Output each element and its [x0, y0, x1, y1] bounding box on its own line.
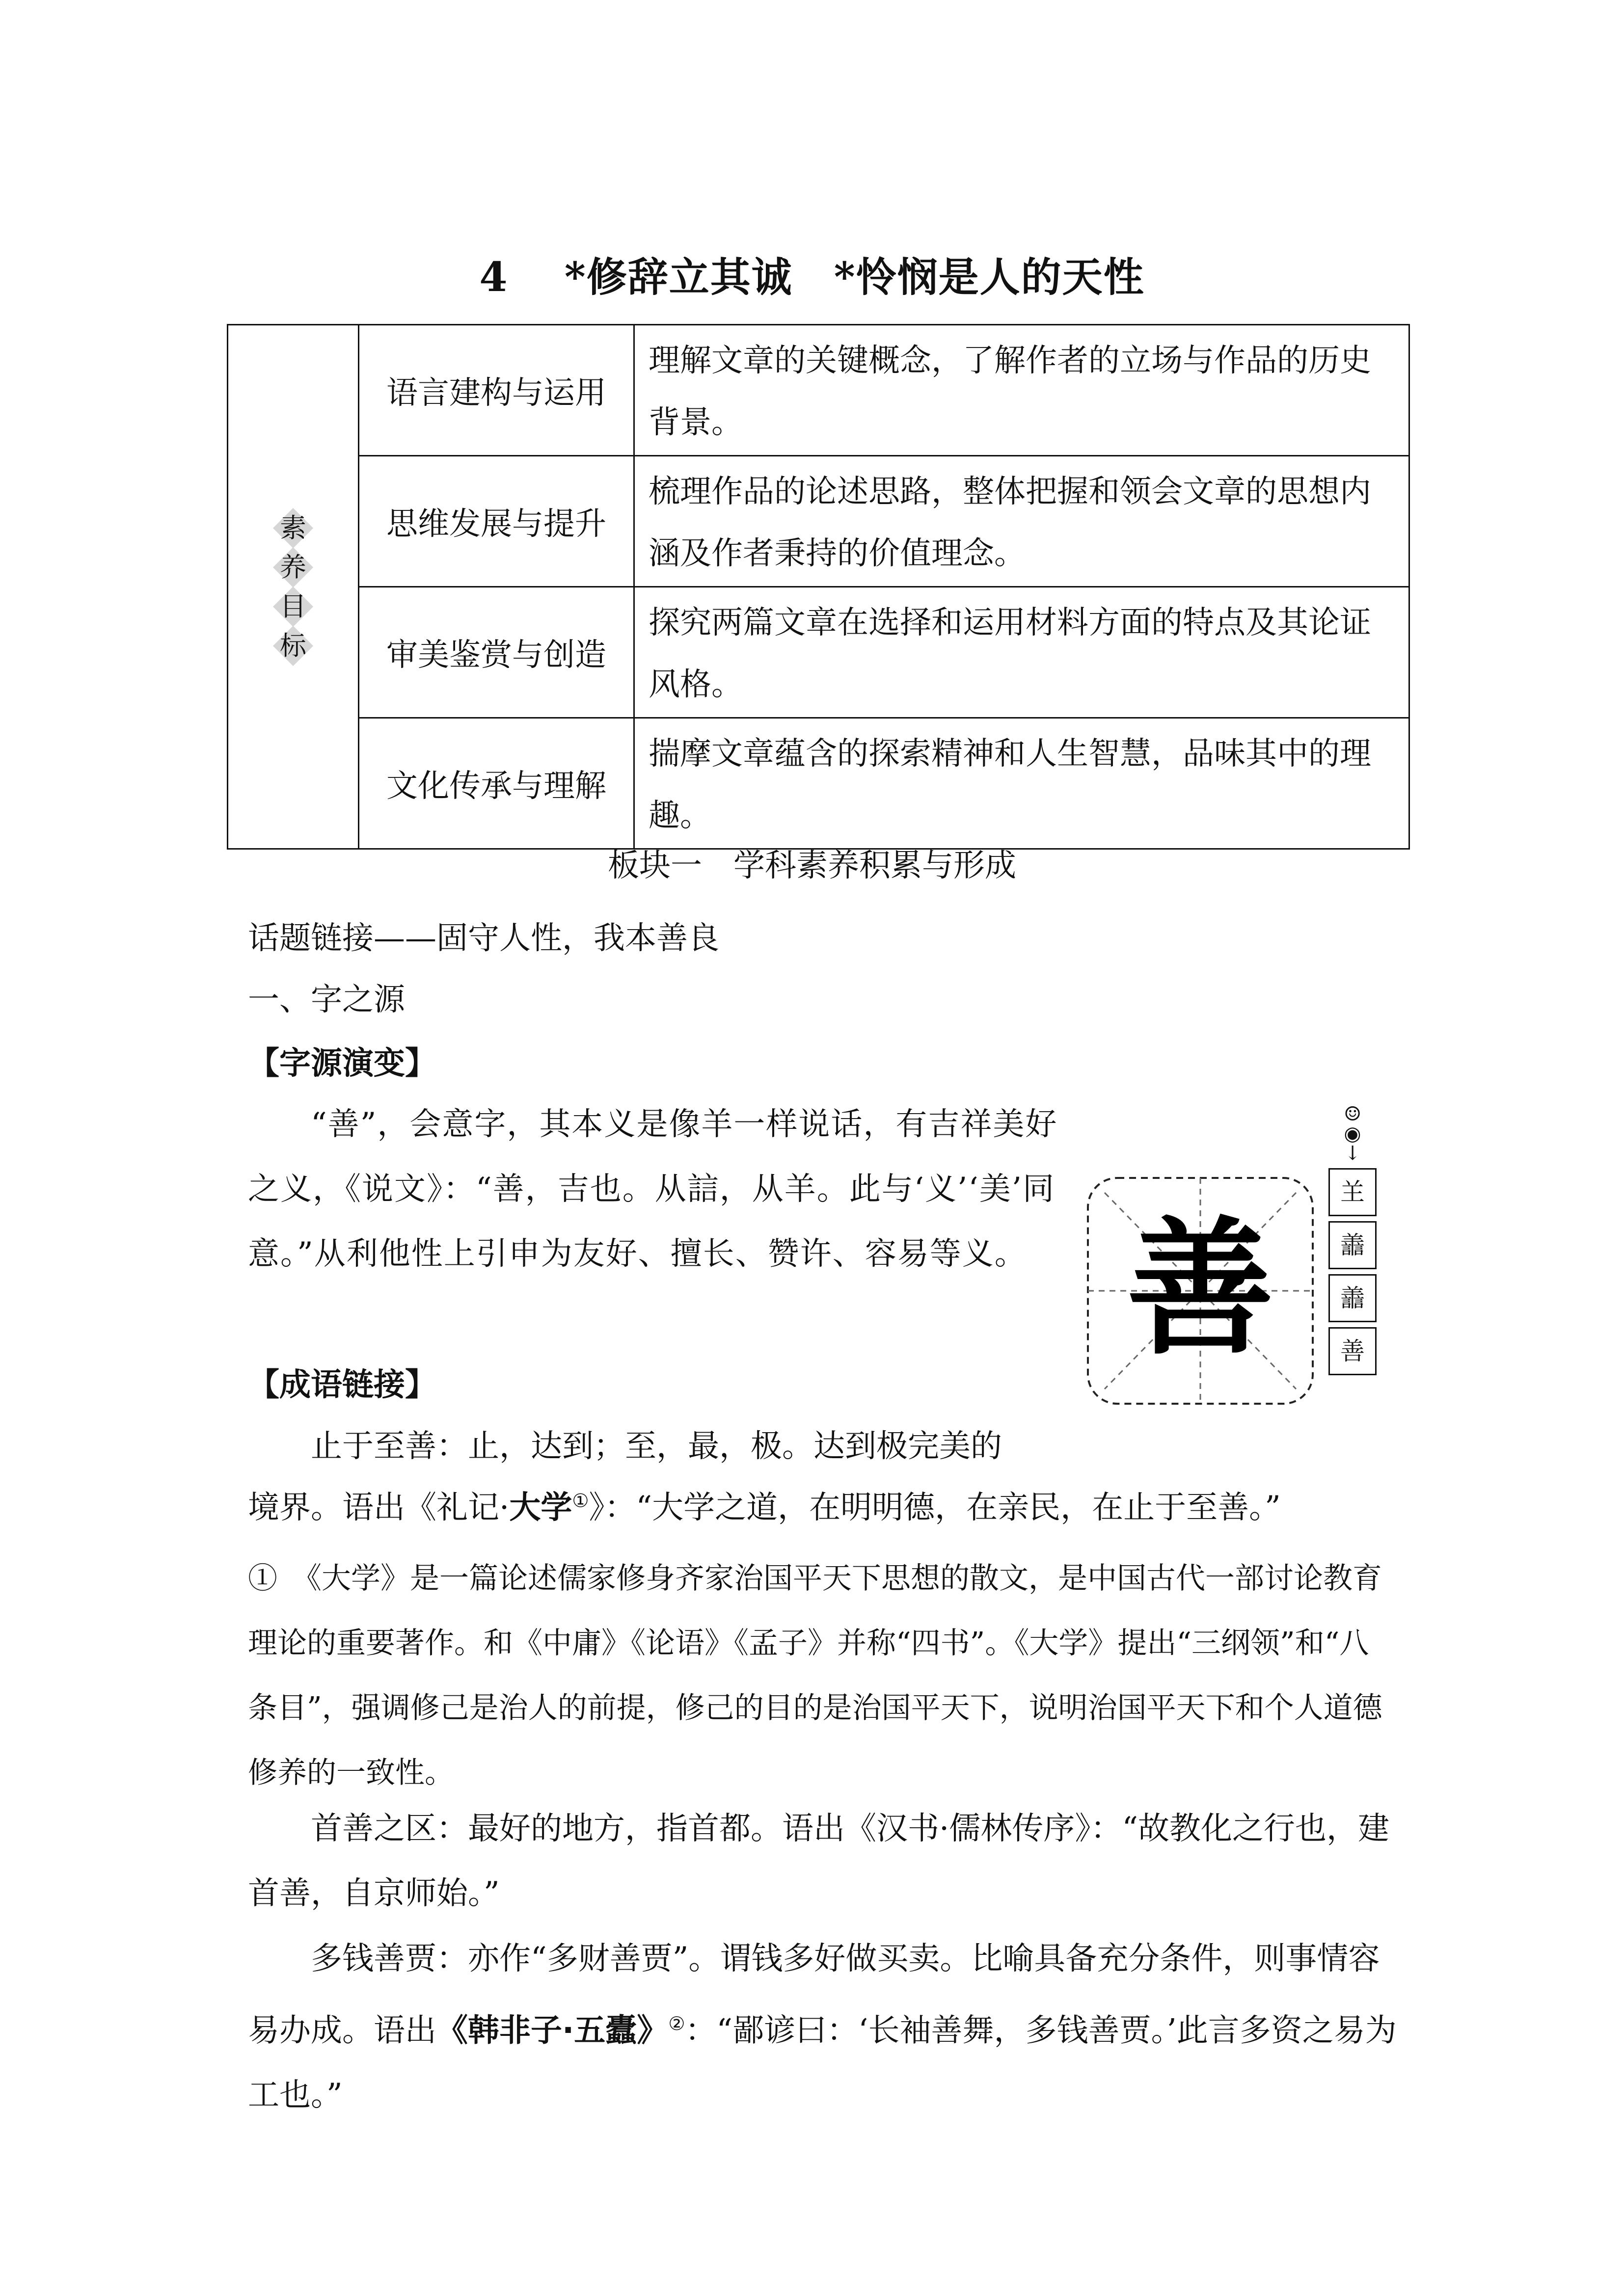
ancient-glyph: 善 [1328, 1327, 1377, 1375]
goal-description: 梳理作品的论述思路，整体把握和领会文章的思想内涵及作者秉持的价值理念。 [634, 456, 1409, 587]
topic-link: 话题链接——固守人性，我本善良 [248, 920, 719, 957]
section-title: 板块一 学科素养积累与形成 [608, 848, 1016, 884]
glyph-evolution-strip [1326, 1104, 1380, 1375]
literacy-goals-table [227, 324, 1410, 850]
goal-description: 揣摩文章蕴含的探索精神和人生智慧，品味其中的理趣。 [634, 718, 1409, 849]
goal-category: 审美鉴赏与创造 [359, 587, 634, 718]
side-char: 标 [276, 629, 310, 663]
side-char: 养 [276, 550, 310, 585]
ancient-glyph: 𦍌 [1328, 1168, 1377, 1216]
footnote-1: ① 《大学》是一篇论述儒家修身齐家治国平天下思想的散文，是中国古代一部讨论教育理论的重要著作。和《中庸》《论语》《孟子》并称“四书”。《大学》提出“三纲领”和“八条目”，强调修己是治人的前提，修己的目的是治国平天下，说明治国平天下和个人道德修养的一致性。 [248, 1561, 1382, 1790]
face-icon: ☺ [1344, 1103, 1361, 1125]
goals-side-label [228, 325, 359, 849]
idiom-1-quote: 》：“大学之道，在明明德，在亲民，在止于至善。” [589, 1490, 1281, 1526]
idiom-3 [248, 1926, 1397, 2128]
lesson-title: 4 *修辞立其诚 *怜悯是人的天性 [479, 254, 1145, 301]
eye-icon: ◉ [1344, 1122, 1361, 1145]
goal-description: 探究两篇文章在选择和运用材料方面的特点及其论证风格。 [634, 587, 1409, 718]
idiom-3-text: 多钱善贾：亦作“多财善贾”。谓钱多好做买卖。比喻具备充分条件，则事情容易办成。语出 [248, 1941, 1380, 2049]
idiom-2: 首善之区：最好的地方，指首都。语出《汉书·儒林传序》：“故教化之行也，建首善，自京师始。” [248, 1811, 1390, 1912]
footnote-marker: ① [572, 1490, 589, 1512]
idiom-heading: 【成语链接】 [248, 1367, 436, 1403]
ancient-glyph: 譱 [1328, 1274, 1377, 1322]
idiom-1-line-2 [248, 1482, 1281, 1527]
idiom-3-quote: ：“鄙谚曰：‘长袖善舞，多钱善贾。’此言多资之易为工也。” [248, 2012, 1397, 2114]
side-char: 素 [276, 511, 310, 545]
goal-category: 思维发展与提升 [359, 456, 634, 587]
side-char: 目 [276, 589, 310, 624]
goal-description: 理解文章的关键概念，了解作者的立场与作品的历史背景。 [634, 325, 1409, 456]
goal-category: 文化传承与理解 [359, 718, 634, 849]
footnote-marker: ② [668, 2013, 685, 2034]
idiom-1-text: 境界。语出《礼记· [248, 1490, 510, 1526]
part-heading: 一、字之源 [248, 982, 405, 1018]
side-badge [271, 506, 315, 668]
ancient-glyph: 譱 [1328, 1221, 1377, 1269]
shan-glyph-figure [1085, 1099, 1316, 1409]
idiom-3-source: 《韩非子·五蠹》 [436, 2012, 669, 2049]
calligraphy-glyph: 善 [1127, 1201, 1274, 1375]
evolution-text: “善”，会意字，其本义是像羊一样说话，有吉祥美好之义，《说文》：“善，吉也。从誩，从羊。此与‘义’‘美’同意。”从利他性上引申为友好、擅长、赞许、容易等义。 [248, 1106, 1058, 1272]
idiom-1-source: 大学 [509, 1490, 572, 1526]
idiom-1-line-1: 止于至善：止，达到；至，最，极。达到极完美的 [311, 1428, 1002, 1465]
goal-category: 语言建构与运用 [359, 325, 634, 456]
evolution-heading: 【字源演变】 [248, 1045, 436, 1082]
arrow-down-icon: ↓ [1344, 1142, 1361, 1165]
